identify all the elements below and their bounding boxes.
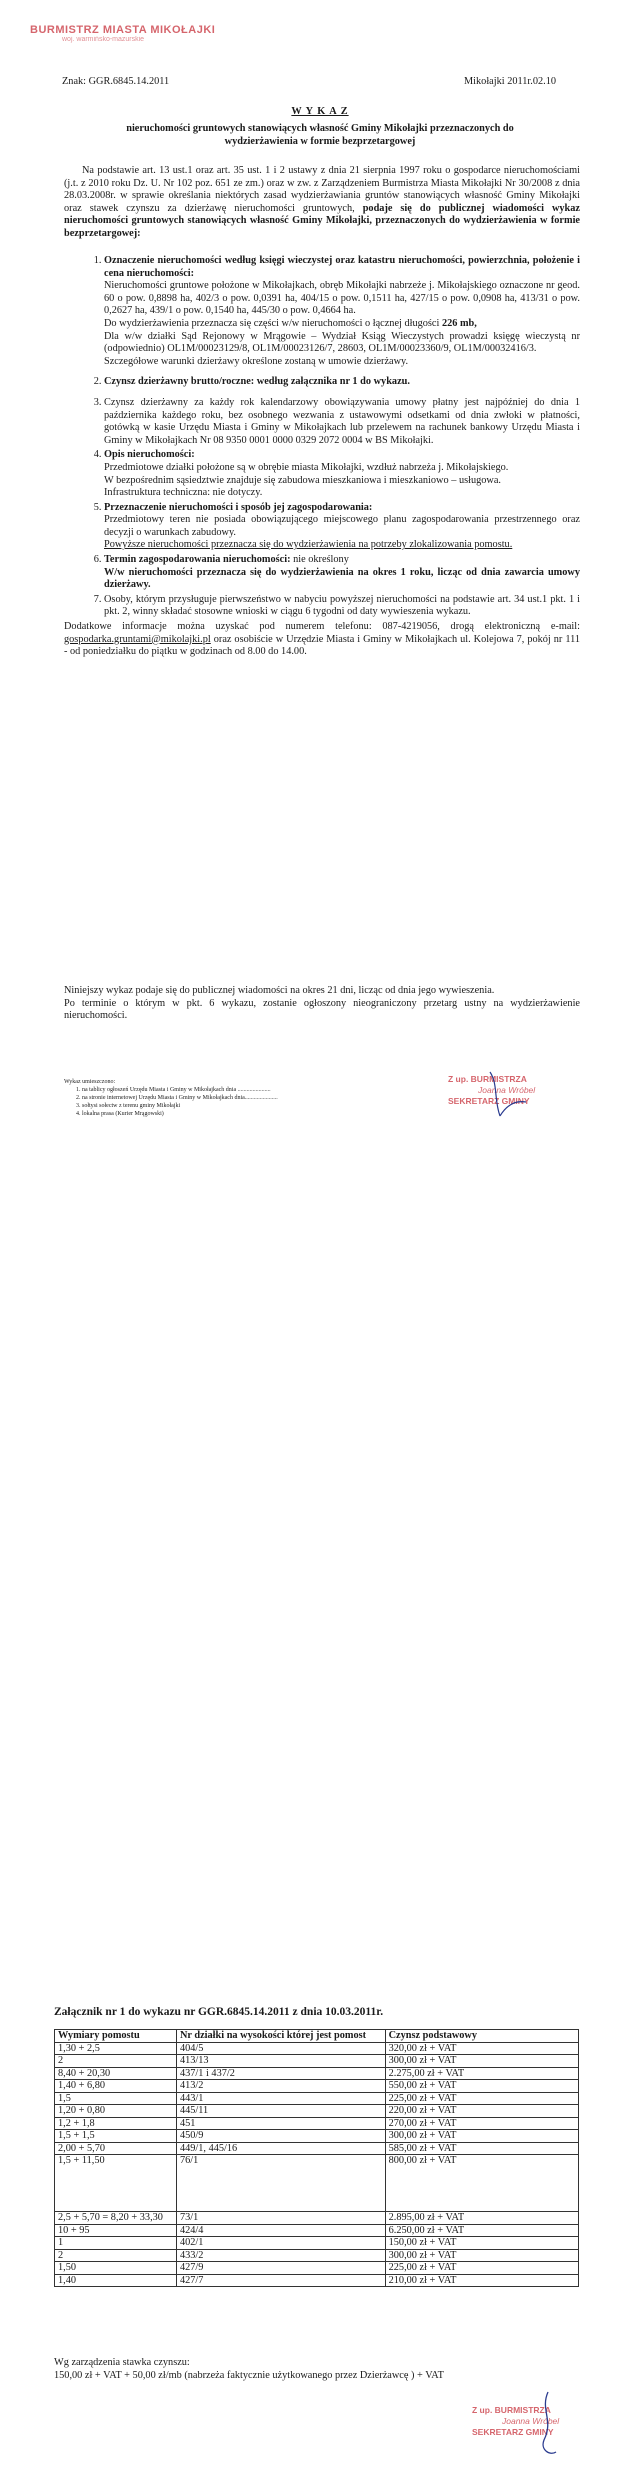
item-1-text-3: Dla w/w działki Sąd Rejonowy w Mrągowie – Wydział Ksiąg Wieczystych prowadzi księgę wieczystą nr (odpowiednio) OL1M/00023129/8, OL1M/00023126/7, 28603, OL1M/00023360/9, OL1M/00032416/3. [104,330,580,355]
posting-item: 3. sołtysi sołectw z terenu gminy Mikołajki [82,1102,364,1110]
table-row [55,2105,579,2118]
signature-stamp-bottom-line1: Z up. BURMISTRZA [472,2405,551,2415]
cell-rent: 150,00 zł + VAT [385,2237,578,2250]
table-row [55,2080,579,2093]
cell-parcel: 76/1 [176,2155,385,2212]
signature-stamp-bottom-line2: Joanna Wróbel [502,2416,560,2426]
posting-item: 1. na tablicy ogłoszeń Urzędu Miasta i Gminy w Mikołajkach dnia ...................... [82,1086,364,1094]
cell-dimensions: 1,20 + 0,80 [55,2105,177,2118]
email-link[interactable]: gospodarka.gruntami@mikolajki.pl [64,633,211,645]
item-6-heading: Termin zagospodarowania nieruchomości: [104,554,291,566]
column-header-rent: Czynsz podstawowy [385,2030,578,2043]
signature-stamp-line3: SEKRETARZ GMINY [448,1096,530,1106]
cell-dimensions: 10 + 95 [55,2224,177,2237]
cell-rent: 225,00 zł + VAT [385,2092,578,2105]
cell-parcel: 433/2 [176,2249,385,2262]
intro-paragraph [64,165,580,241]
rate-info [54,2357,444,2382]
table-header-row [55,2030,579,2043]
rate-label: Wg zarządzenia stawka czynszu: [54,2357,190,2368]
cell-parcel: 413/13 [176,2055,385,2068]
header-stamp [30,24,230,43]
list-item-1 [104,255,580,368]
cell-parcel: 427/7 [176,2274,385,2287]
item-6-text: W/w nieruchomości przeznacza się do wydzierżawienia na okres 1 roku, licząc od dnia zawarcia umowy dzierżawy. [104,566,580,591]
list-item-3 [104,397,580,447]
cell-parcel: 73/1 [176,2212,385,2225]
table-row [55,2130,579,2143]
table-row [55,2055,579,2068]
cell-dimensions: 1,2 + 1,8 [55,2117,177,2130]
intro-announcement: podaje się do publicznej wiadomości wykaz nieruchomości gruntowych stanowiących własność Gminy Mikołajki, przeznaczonych do wydzierżawienia w formie bezprzetargowej: [64,202,580,239]
signature-stamp-bottom-line3: SEKRETARZ GMINY [472,2427,554,2437]
item-6-heading-rest: nie określony [290,554,349,566]
cell-dimensions: 1,5 + 11,50 [55,2155,177,2212]
cell-parcel: 413/2 [176,2080,385,2093]
cell-rent: 2.895,00 zł + VAT [385,2212,578,2225]
table-row [55,2274,579,2287]
item-2-heading: Czynsz dzierżawny brutto/roczne: według załącznika nr 1 do wykazu. [104,376,410,388]
signature-stamp-line2: Joanna Wróbel [478,1085,536,1095]
item-5-text-2: Powyższe nieruchomości przeznacza się do wydzierżawienia na potrzeby zlokalizowania pomostu. [104,539,513,551]
table-row [55,2042,579,2055]
cell-rent: 270,00 zł + VAT [385,2117,578,2130]
cell-rent: 585,00 zł + VAT [385,2142,578,2155]
cell-parcel: 427/9 [176,2262,385,2275]
cell-rent: 300,00 zł + VAT [385,2249,578,2262]
item-4-text-2: W bezpośrednim sąsiedztwie znajduje się zabudowa mieszkaniowa i mieszkaniowo – usługowa. [104,474,501,486]
table-row [55,2155,579,2212]
cell-dimensions: 1,30 + 2,5 [55,2042,177,2055]
cell-dimensions: 2 [55,2249,177,2262]
place-date: Mikołajki 2011r.02.10 [464,76,557,87]
cell-dimensions: 1,5 [55,2092,177,2105]
page-subtitle: nieruchomości gruntowych stanowiących własność Gminy Mikołajki przeznaczonych do wydzierżawienia w formie bezprzetargowej [126,123,514,147]
cell-rent: 800,00 zł + VAT [385,2155,578,2212]
cell-dimensions: 1 [55,2237,177,2250]
item-4-heading: Opis nieruchomości: [104,449,195,461]
intro-text: Na podstawie art. 13 ust.1 oraz art. 35 ust. 1 i 2 ustawy z dnia 21 sierpnia 1997 roku o gospodarce nieruchomościami (j.t. z 2010 roku Dz. U. Nr 102 poz. 651 ze zm.) oraz w zw. z Zarządzeniem Burmistrza Miasta Mikołajki Nr 30/2008 z dnia 28.03.2008r. w sprawie określania niektórych zasad wydzierżawiania gruntów stanowiących własność Gminy Mikołajki oraz stawek czynszu za dzierżawę nieruchomości gruntowych, [64,165,580,214]
annex-title: Załącznik nr 1 do wykazu nr GGR.6845.14.2011 z dnia 10.03.2011r. [54,2006,384,2018]
cell-dimensions: 2,5 + 5,70 = 8,20 + 33,30 [55,2212,177,2225]
table-row [55,2237,579,2250]
cell-parcel: 450/9 [176,2130,385,2143]
publication-notice [64,985,580,1023]
posting-item: 4. lokalna prasa (Kurier Mrągowski) [82,1110,364,1118]
page-title: W Y K A Z [291,106,349,117]
cell-dimensions: 8,40 + 20,30 [55,2067,177,2080]
cell-rent: 220,00 zł + VAT [385,2105,578,2118]
cell-parcel: 451 [176,2117,385,2130]
cell-parcel: 437/1 i 437/2 [176,2067,385,2080]
header-stamp-line2: woj. warmińsko-mazurskie [62,36,145,43]
cell-parcel: 449/1, 445/16 [176,2142,385,2155]
cell-rent: 320,00 zł + VAT [385,2042,578,2055]
table-row [55,2067,579,2080]
item-1-text-2: Do wydzierżawienia przeznacza się części w/w nieruchomości o łącznej długości [104,317,442,329]
item-5-text-1: Przedmiotowy teren nie posiada obowiązującego miejscowego planu zagospodarowania przestrzennego oraz decyzji o warunkach zabudowy. [104,514,580,538]
cell-rent: 225,00 zł + VAT [385,2262,578,2275]
table-row [55,2262,579,2275]
items-list [64,255,580,659]
cell-rent: 300,00 zł + VAT [385,2055,578,2068]
table-row [55,2117,579,2130]
cell-dimensions: 2 [55,2055,177,2068]
item-1-heading: Oznaczenie nieruchomości według księgi wieczystej oraz katastru nieruchomości, powierzchnia, położenie i cena nieruchomości: [104,255,580,279]
item-3-text: Czynsz dzierżawny za każdy rok kalendarzowy obowiązywania umowy płatny jest najpóźniej do dnia 1 października każdego roku, bez osobnego wezwania z ustawowymi odsetkami od dnia zwłoki w płatności, gotówką w kasie Urzędu Miasta i Gminy w Mikołajkach lub przelewem na rachunek bankowy Urzędu Miasta i Gminy w Mikołajkach Nr 08 9350 0001 0000 0329 2072 0004 w BS Mikołajki. [104,396,580,446]
cell-dimensions: 2,00 + 5,70 [55,2142,177,2155]
annex-table-body [55,2042,579,2287]
list-item-2 [104,376,580,389]
additional-info-text-1: Dodatkowe informacje można uzyskać pod numerem telefonu: 087-4219056, drogą elektroniczną [64,621,541,633]
cell-parcel: 445/11 [176,2105,385,2118]
table-row [55,2142,579,2155]
cell-rent: 210,00 zł + VAT [385,2274,578,2287]
cell-dimensions: 1,50 [55,2262,177,2275]
cell-rent: 550,00 zł + VAT [385,2080,578,2093]
item-1-length: 226 mb, [441,317,477,329]
email-label: e-mail: [550,621,580,633]
cell-dimensions: 1,40 [55,2274,177,2287]
column-header-dimensions: Wymiary pomostu [55,2030,177,2043]
list-item-5 [104,502,580,552]
rate-text: 150,00 zł + VAT + 50,00 zł/mb (nabrzeża faktycznie użytkowanego przez Dzierżawcę ) + VAT [54,2369,444,2381]
list-item-4 [104,449,580,499]
cell-rent: 6.250,00 zł + VAT [385,2224,578,2237]
item-4-text-1: Przedmiotowe działki położone są w obrębie miasta Mikołajki, wzdłuż nabrzeża j. Mikołajskiego. [104,461,509,473]
table-row [55,2249,579,2262]
table-row [55,2224,579,2237]
publication-paragraph-2: Po terminie o którym w pkt. 6 wykazu, zostanie ogłoszony nieograniczony przetarg ustny na wydzierżawienie nieruchomości. [64,997,580,1022]
cell-parcel: 404/5 [176,2042,385,2055]
posting-info [64,1078,364,1118]
item-4-text-3: Infrastruktura techniczna: nie dotyczy. [104,487,263,499]
item-1-text-1: Nieruchomości gruntowe położone w Mikołajkach, obręb Mikołajki nabrzeże j. Mikołajskiego oznaczone nr geod. 60 o pow. 0,8898 ha, 402/3 o pow. 0,0391 ha, 404/15 o pow. 0,1511 ha, 427/15 o pow. 0,0908 ha, 413/31 o pow. 0,2627 ha, 439/1 o pow. 0,1540 ha, 445/30 o pow. 0,4664 ha. [104,280,580,317]
cell-rent: 2.275,00 zł + VAT [385,2067,578,2080]
cell-parcel: 443/1 [176,2092,385,2105]
handwritten-signature-top [470,1070,530,1120]
item-7-text: Osoby, którym przysługuje pierwszeństwo w nabyciu powyższej nieruchomości na podstawie art. 34 ust.1 pkt. 1 i pkt. 2, winny składać stosowne wnioski w ciągu 6 tygodni od daty wywieszenia wykazu. [104,593,580,618]
item-5-heading: Przeznaczenie nieruchomości i sposób jej zagospodarowania: [104,501,373,513]
table-row [55,2092,579,2105]
annex-table [54,2029,579,2287]
cell-dimensions: 1,5 + 1,5 [55,2130,177,2143]
cell-parcel: 402/1 [176,2237,385,2250]
additional-info-text-2: oraz osobiście w Urzędzie Miasta i Gminy w Mikołajkach ul. Kolejowa 7, pokój nr 111 - od poniedziałku do piątku w godzinach od 8.00 do 14.00. [64,633,580,658]
list-item-6 [104,554,580,592]
posting-item: 2. na stronie internetowej Urzędu Miasta i Gminy w Mikołajkach dnia...................... [82,1094,364,1102]
signature-stamp-line1: Z up. BURMISTRZA [448,1074,527,1084]
table-row [55,2212,579,2225]
cell-dimensions: 1,40 + 6,80 [55,2080,177,2093]
list-item-7 [104,594,580,619]
item-1-text-4: Szczegółowe warunki dzierżawy określone zostaną w umowie dzierżawy. [104,355,409,367]
reference-number: Znak: GGR.6845.14.2011 [62,76,170,87]
header-stamp-line1: BURMISTRZ MIASTA MIKOŁAJKI [30,24,216,36]
additional-info [64,621,580,659]
cell-parcel: 424/4 [176,2224,385,2237]
handwritten-signature-bottom [530,2390,570,2460]
cell-rent: 300,00 zł + VAT [385,2130,578,2143]
column-header-parcel: Nr działki na wysokości której jest pomost [176,2030,385,2043]
posting-title: Wykaz umieszczono: [64,1079,116,1085]
publication-paragraph-1: Niniejszy wykaz podaje się do publicznej wiadomości na okres 21 dni, licząc od dnia jego wywieszenia. [64,985,495,996]
